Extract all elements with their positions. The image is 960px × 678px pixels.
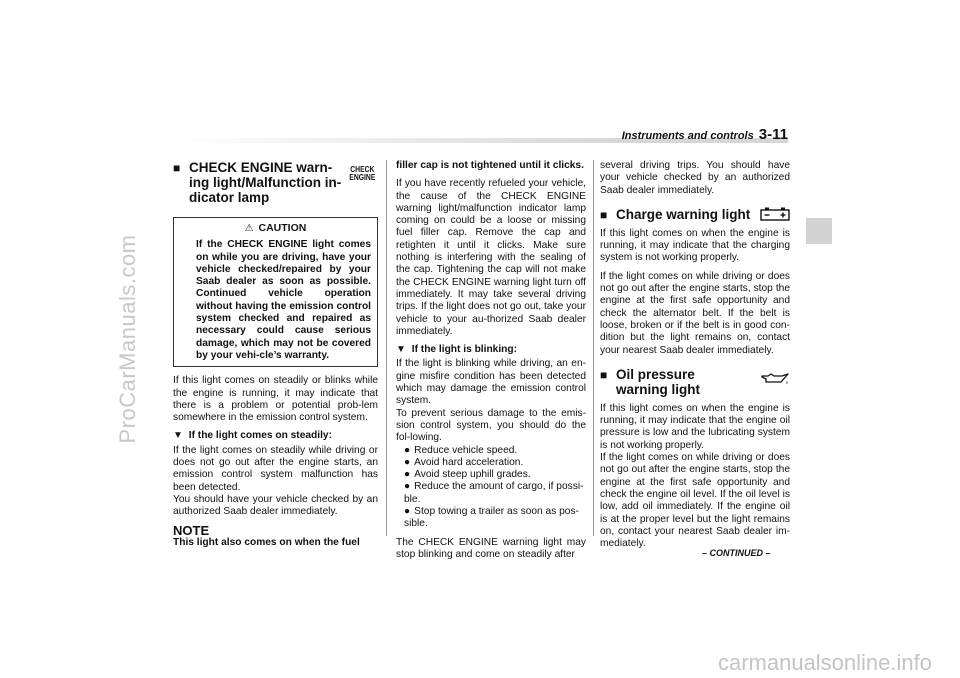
- oil-heading-row: [600, 367, 790, 403]
- column-divider-1: [386, 160, 387, 536]
- oil-heading: [600, 367, 746, 397]
- column-1: [173, 160, 378, 549]
- paragraph: If the light comes on steadily while driving or does not go out after the engine starts, an emission control system malfunction has been detected.: [173, 444, 378, 493]
- paragraph: several driving trips. You should have your vehicle checked by an authorized Saab dealer immediately.: [600, 160, 790, 196]
- oil-heading-text: Oil pressure warning light: [616, 366, 700, 397]
- check-engine-icon: [350, 166, 376, 182]
- column-3: [600, 160, 790, 556]
- list-item: ● Stop towing a trailer as soon as pos-sible.: [404, 506, 579, 530]
- list-item: ● Reduce vehicle speed.: [404, 444, 518, 456]
- continued-marker: – CONTINUED –: [702, 548, 771, 558]
- caution-label: CAUTION: [258, 222, 307, 234]
- subheading-blinking: [396, 344, 586, 356]
- square-bullet-icon: ■: [600, 207, 608, 222]
- triangle-bullet-icon: ▼: [173, 430, 183, 442]
- page-header: [622, 126, 788, 143]
- note-text: This light also comes on when the fuel: [173, 536, 360, 548]
- note-label: NOTE: [173, 522, 210, 538]
- side-watermark: ProCarManuals.com: [115, 234, 140, 444]
- battery-icon: [760, 207, 790, 221]
- bottom-watermark: carmanualsonline.info: [717, 650, 932, 675]
- list-item: ● Avoid hard acceleration.: [404, 456, 524, 468]
- paragraph: If the light comes on while driving or does not go out after the engine starts, stop the engine at the first safe opportunity and check the engine oil level. If the oil level is low, add oil immediately. If the engine oil is at the proper level but the light remains on, contact your nearest Saab dealer im-mediately.: [600, 452, 790, 550]
- check-engine-icon-line2: ENGINE: [349, 173, 376, 182]
- oil-can-icon: [760, 371, 790, 387]
- square-bullet-icon: ■: [173, 161, 181, 175]
- chapter-tab: [806, 218, 832, 244]
- subheading-steady: [173, 430, 378, 442]
- paragraph: You should have your vehicle checked by an authorized Saab dealer immediately.: [173, 493, 378, 518]
- page-number: 3-11: [758, 126, 788, 143]
- paragraph: If this light comes on steadily or blinks while the engine is running, it may indicate that there is a problem or potential prob-lem somewhere in the emission control system.: [173, 375, 378, 424]
- charge-heading-text: Charge warning light: [616, 206, 751, 222]
- column-2: [396, 160, 586, 567]
- list-item: ● Reduce the amount of cargo, if possi-ble.: [404, 481, 584, 505]
- caution-box: [173, 217, 378, 367]
- paragraph: If the light is blinking while driving, an en-gine misfire condition has been detected which may damage the emission control system.: [396, 358, 586, 407]
- charge-heading: [600, 207, 750, 222]
- check-engine-icon-line1: CHECK: [350, 165, 375, 174]
- triangle-bullet-icon: ▼: [396, 344, 406, 356]
- paragraph: If this light comes on when the engine is running, it may indicate that the charging system is not working properly.: [600, 227, 790, 264]
- square-bullet-icon: ■: [600, 367, 608, 382]
- warning-triangle-icon: ⚠: [244, 223, 254, 234]
- header-rule: [172, 138, 628, 143]
- bullet-icon: ●: [404, 444, 411, 456]
- paragraph: If you have recently refueled your vehicle, the cause of the CHECK ENGINE warning light/malfunction indicator lamp coming on could be a loose or missing fuel filler cap. Remove the cap and retighten it until it clicks. Make sure nothing is interfering with the sealing of the cap. Tightening the cap will not make the CHECK ENGINE warning light turn off immediately. It may take several driving trips. If the light does not go out, take your vehicle to your au-thorized Saab dealer immediately.: [396, 178, 586, 337]
- check-engine-heading: [173, 160, 347, 205]
- column-divider-2: [593, 160, 594, 536]
- subheading-steady-text: If the light comes on steadily:: [188, 430, 332, 442]
- bullet-icon: ●: [404, 506, 411, 518]
- check-engine-heading-text: CHECK ENGINE warn-ing light/Malfunction in-dicator lamp: [189, 160, 342, 205]
- paragraph: To prevent serious damage to the emis-sion control system, you should do the fol-lowing.: [396, 407, 586, 444]
- list-item: ● Avoid steep uphill grades.: [404, 469, 531, 481]
- note-text-continued: filler cap is not tightened until it clicks.: [396, 160, 584, 171]
- subheading-blinking-text: If the light is blinking:: [411, 344, 518, 356]
- bullet-icon: ●: [404, 456, 411, 468]
- bullet-icon: ●: [404, 481, 411, 493]
- charge-heading-row: [600, 207, 790, 228]
- caution-text: If the CHECK ENGINE light comes on while you are driving, have your vehicle checked/repaired by your Saab dealer as soon as possible. Continued vehicle operation without having the emission control system checked and repaired as necessary could cause serious damage, which may not be covered by your vehi-cle’s warranty.: [196, 239, 371, 361]
- paragraph: The CHECK ENGINE warning light may stop blinking and come on steadily after: [396, 536, 586, 560]
- caution-header: [174, 218, 377, 237]
- section-title: Instruments and controls: [621, 130, 754, 142]
- bullet-icon: ●: [404, 469, 411, 481]
- paragraph: If the light comes on while driving or does not go out after the engine starts, stop the engine at the first safe opportunity and check the alternator belt. If the belt is loose, broken or if the belt is in good con-dition but the light remains on, contact your nearest Saab dealer immediately.: [600, 270, 790, 356]
- paragraph: If this light comes on when the engine is running, it may indicate that the engine oil pressure is low and the lubricating system is not working properly.: [600, 402, 790, 451]
- check-engine-heading-row: [173, 160, 378, 211]
